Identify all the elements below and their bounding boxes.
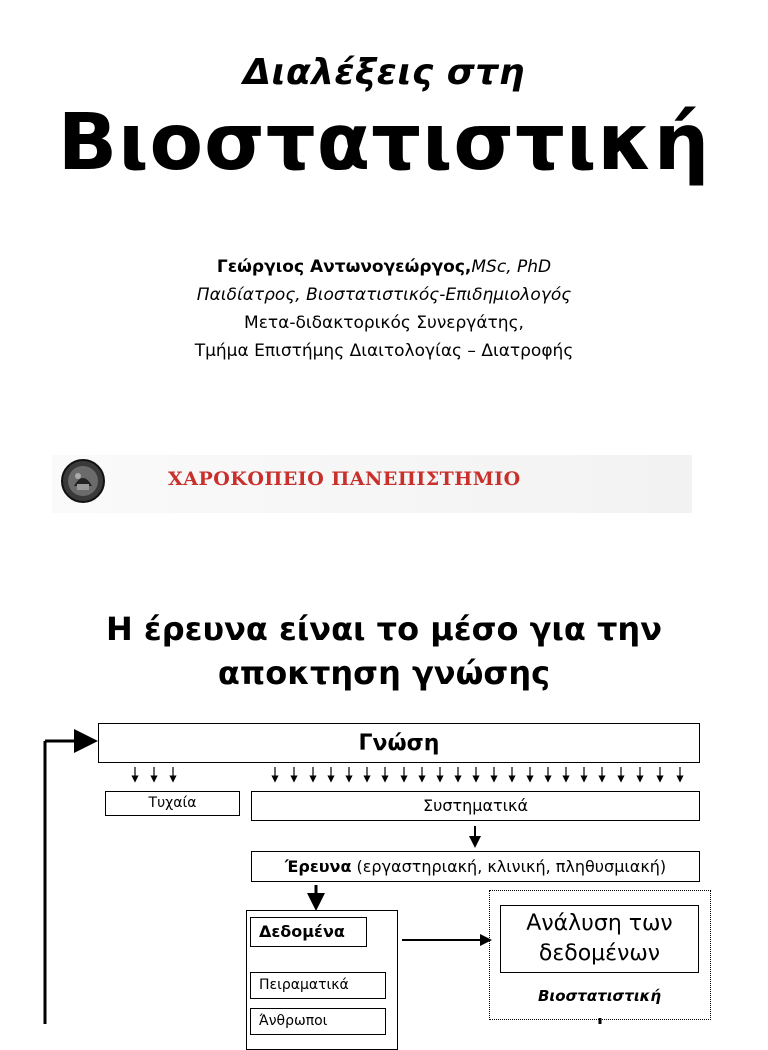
author-role: Παιδίατρος, Βιοστατιστικός-Επιδημιολογός (196, 285, 572, 305)
systematic-box: Συστηματικά (251, 791, 700, 821)
research-box: Έρευνα (εργαστηριακή, κλινική, πληθυσμιακή) (251, 851, 700, 882)
lecture-subtitle: Διαλέξεις στη (243, 52, 525, 93)
slide-title: Η έρευνα είναι το μέσο για την αποκτηση γνώσης (106, 610, 662, 692)
author-department: Τμήμα Επιστήμης Διαιτολογίας – Διατροφής (194, 341, 574, 361)
author-name: Γεώργιος Αντωνογεώργος, (216, 257, 472, 277)
experimental-box: Πειραματικά (250, 972, 386, 999)
university-name: ΧΑΡΟΚΟΠΕΙΟ ΠΑΝΕΠΙΣΤΗΜΙΟ (168, 468, 521, 490)
humans-box: Άνθρωποι (250, 1008, 386, 1035)
biostatistics-label: Βιοστατιστική (538, 987, 661, 1005)
analysis-box: Ανάλυση των δεδομένων (500, 905, 699, 973)
author-degrees: MSc, PhD (471, 257, 552, 277)
data-box: Δεδομένα (250, 917, 367, 947)
knowledge-box: Γνώση (98, 723, 700, 763)
random-box: Τυχαία (105, 791, 240, 816)
author-position: Μετα-διδακτορικός Συνεργάτης, (244, 313, 524, 333)
lecture-title: Βιοστατιστική (57, 98, 711, 188)
